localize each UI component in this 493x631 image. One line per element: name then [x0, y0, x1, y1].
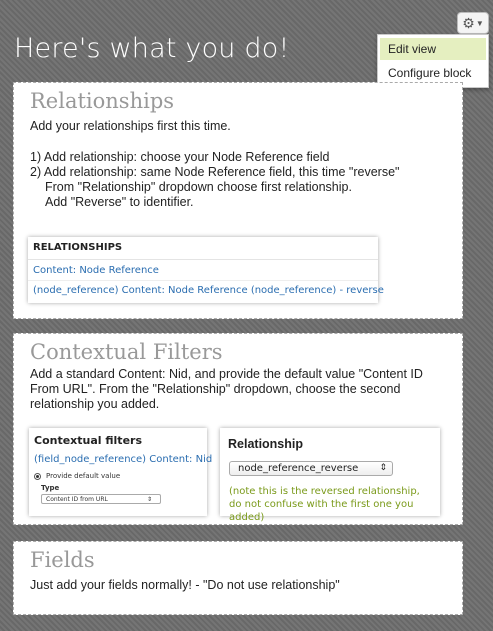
fields-title: Fields [30, 548, 95, 572]
type-select-value: Content ID from URL [46, 496, 108, 503]
contextual-card-link[interactable]: (field_node_reference) Content: Nid [34, 454, 213, 465]
relationship-select[interactable] [229, 461, 393, 476]
fields-panel [13, 541, 463, 615]
relationships-card [28, 237, 384, 303]
contextual-filters-panel [13, 333, 463, 525]
gear-icon: ⚙ [462, 15, 475, 31]
step-2: 2) Add relationship: same Node Reference field, this time "reverse" [30, 165, 400, 179]
type-select[interactable] [41, 494, 161, 504]
fields-body: Just add your fields normally! - "Do not use relationship" [30, 578, 340, 592]
radio-label: Provide default value [46, 472, 121, 480]
relationships-card-heading: RELATIONSHIPS [33, 242, 123, 253]
relationship-link-1[interactable]: Content: Node Reference [33, 265, 159, 276]
gear-menu-button[interactable] [457, 12, 489, 34]
contextual-card-heading: Contextual filters [34, 434, 143, 447]
step-2-detail: From "Relationship" dropdown choose first relationship. [45, 180, 352, 194]
relationships-title: Relationships [30, 89, 175, 113]
relationship-card [220, 428, 440, 523]
caret-down-icon: ▼ [475, 18, 484, 28]
select-arrows-icon: ⇕ [146, 496, 152, 503]
select-arrows-icon: ⇕ [379, 463, 387, 473]
type-label: Type [41, 484, 60, 492]
relationships-intro: Add your relationships first this time. [30, 119, 231, 133]
radio-button[interactable] [34, 473, 41, 480]
relationship-note: (note this is the reversed relationship, do not confuse with the first one you added) [229, 486, 420, 523]
menu-item-configure-block[interactable]: Configure block [388, 66, 472, 80]
relationship-select-value: node_reference_reverse [238, 463, 359, 474]
relationships-panel [13, 82, 463, 319]
contextual-filters-card [29, 428, 213, 516]
context-menu [377, 34, 489, 88]
contextual-filters-body: Add a standard Content: Nid, and provide the default value "Content ID From URL". From the "Relationship" dropdown, choose the second relationship you added. [30, 367, 423, 411]
step-1: 1) Add relationship: choose your Node Reference field [30, 150, 330, 164]
step-2-reverse: Add "Reverse" to identifier. [45, 195, 194, 209]
contextual-filters-title: Contextual Filters [30, 340, 223, 364]
relationship-card-heading: Relationship [228, 437, 304, 451]
page-title: Here's what you do! [14, 33, 290, 64]
relationship-link-2[interactable]: (node_reference) Content: Node Reference (node_reference) - reverse [33, 285, 384, 296]
menu-item-edit-view[interactable]: Edit view [380, 38, 486, 60]
